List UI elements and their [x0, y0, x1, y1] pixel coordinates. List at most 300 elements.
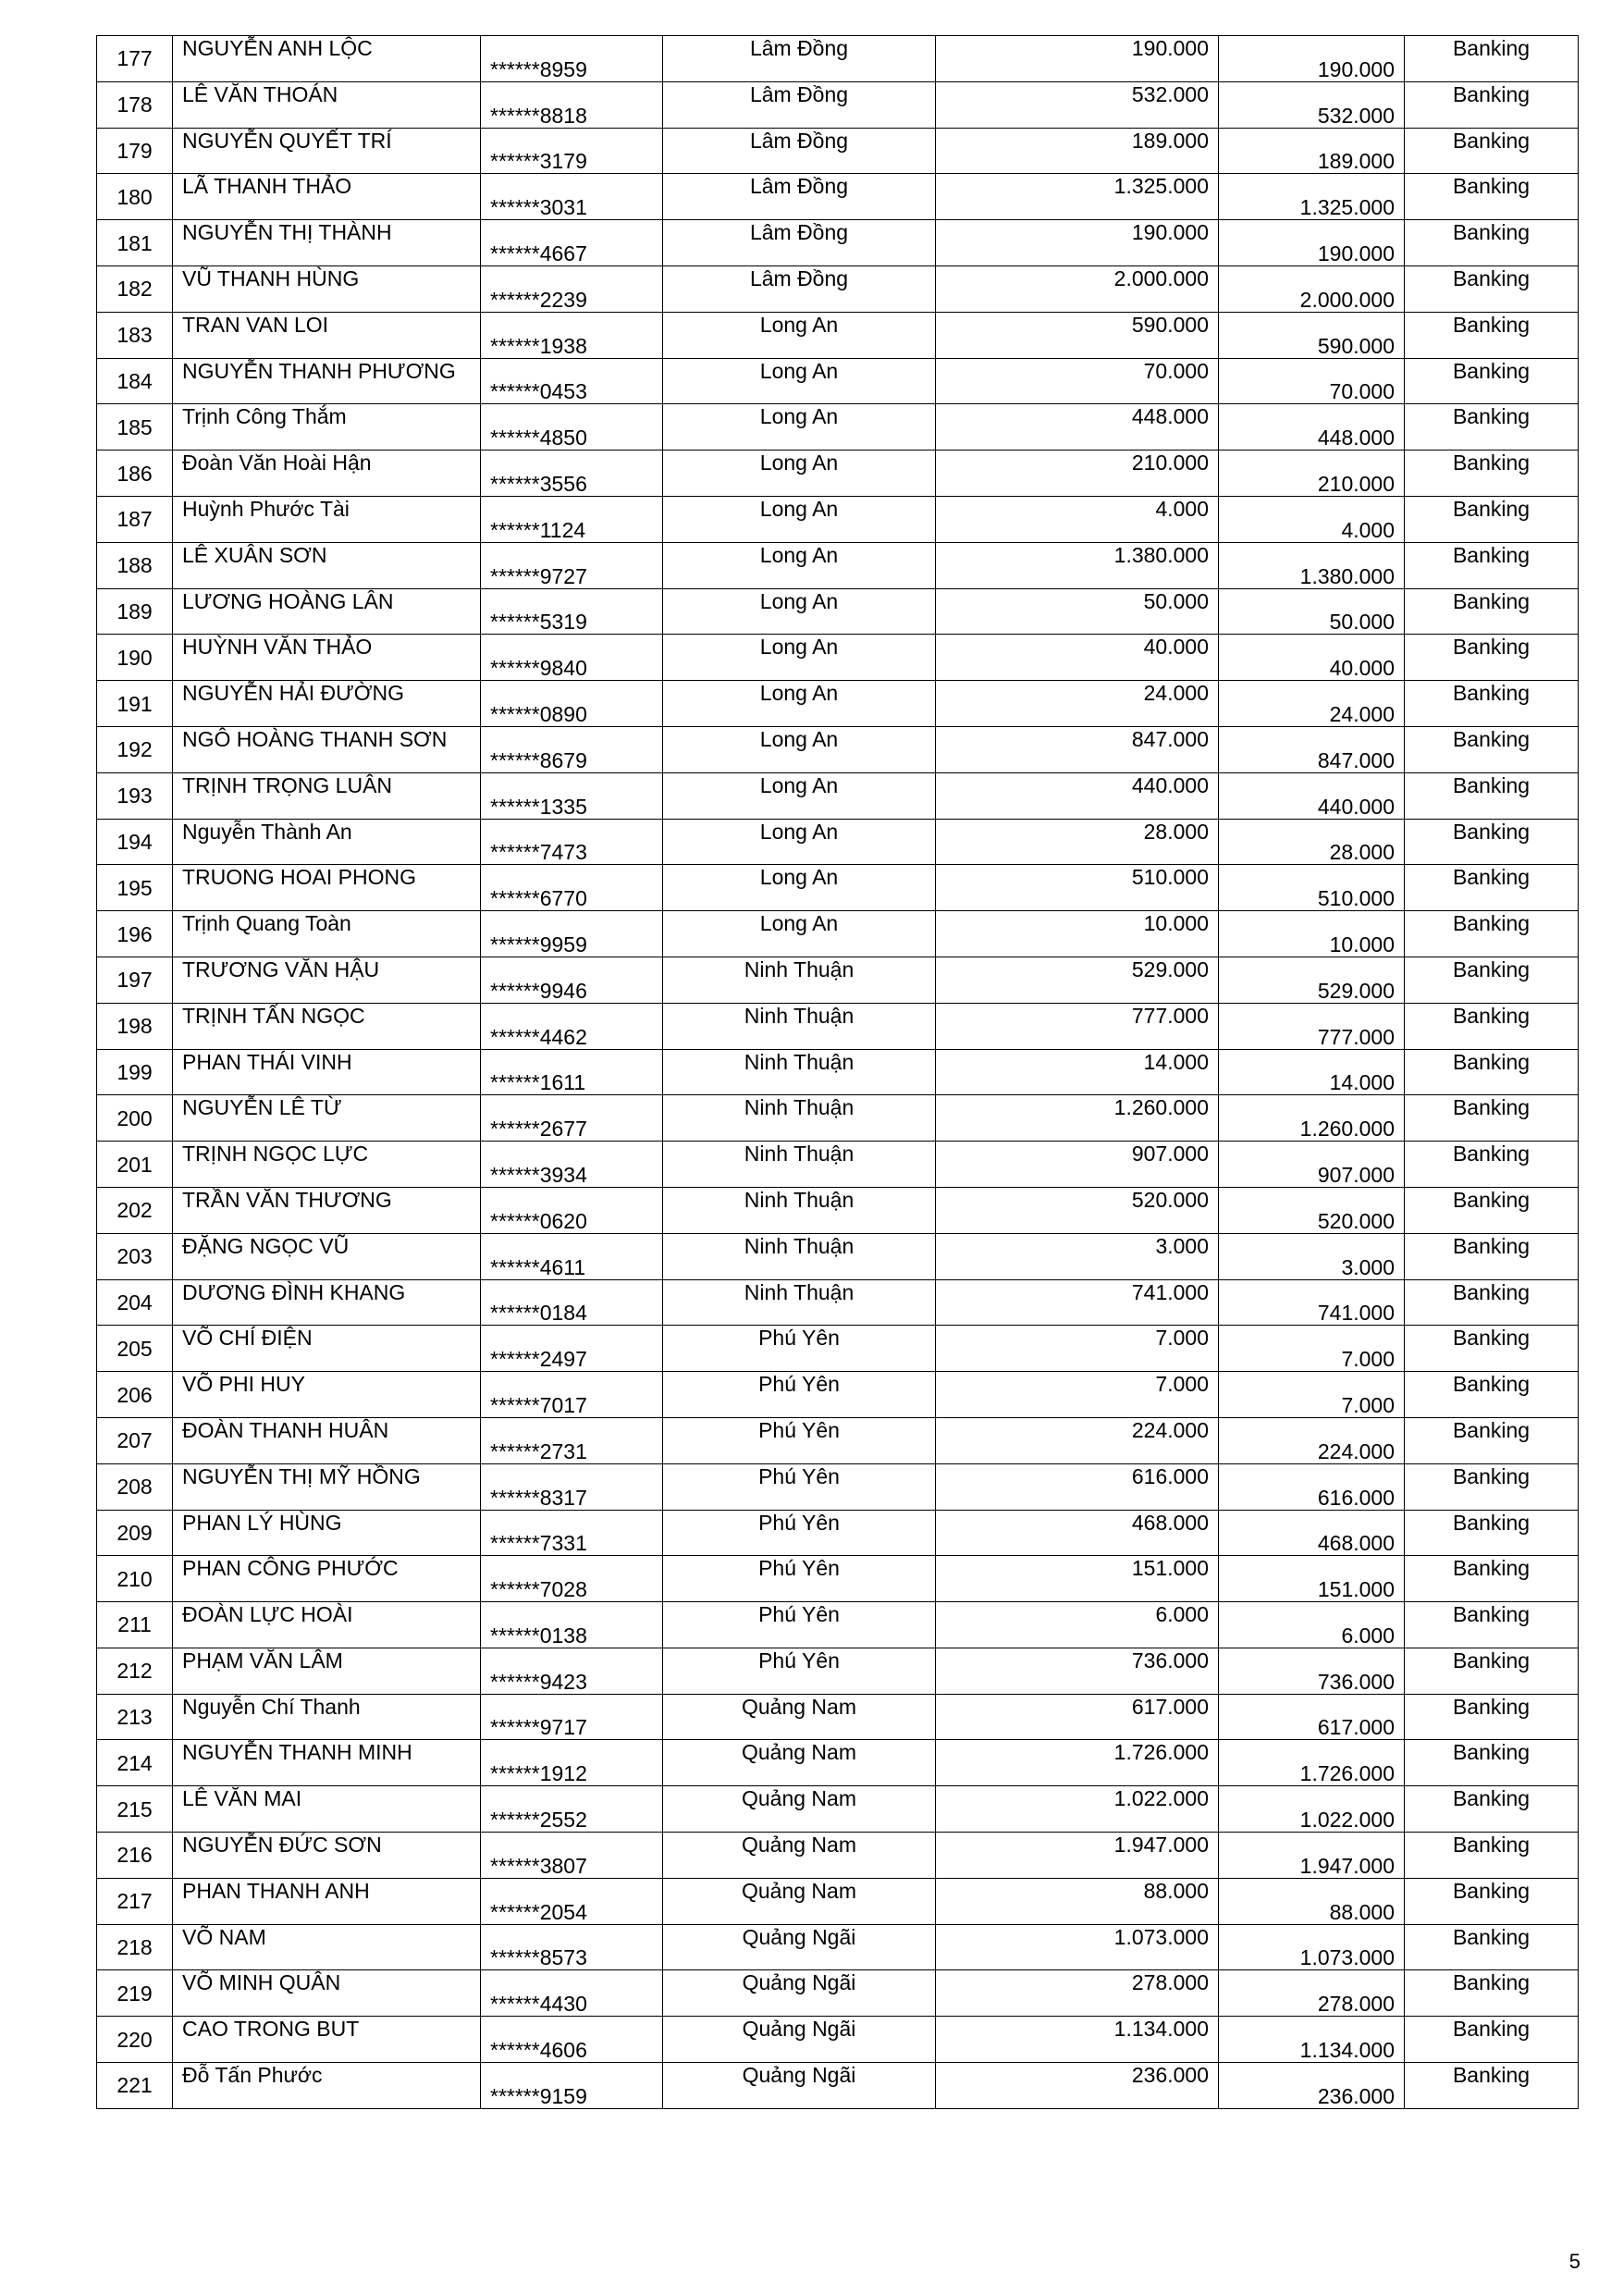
- row-number-cell: 200: [97, 1095, 173, 1142]
- amount-total-cell: 1.022.000: [1219, 1786, 1405, 1833]
- table-row: [97, 36, 1579, 82]
- amount-cell: 616.000: [936, 1463, 1219, 1510]
- amount-cell: 532.000: [936, 81, 1219, 128]
- account-number-cell: ******1335: [481, 772, 663, 819]
- amount-total-cell: 210.000: [1219, 451, 1405, 497]
- amount-cell: 590.000: [936, 312, 1219, 358]
- account-number-cell: ******4430: [481, 1970, 663, 2017]
- payment-method-cell: Banking: [1405, 1372, 1579, 1418]
- row-number-cell: 195: [97, 865, 173, 911]
- row-number-cell: 207: [97, 1417, 173, 1463]
- donor-name-cell: PHẠM VĂN LÂM: [173, 1648, 481, 1694]
- amount-cell: 88.000: [936, 1878, 1219, 1924]
- row-number-cell: 210: [97, 1556, 173, 1602]
- donor-name-cell: TRỊNH NGỌC LỰC: [173, 1142, 481, 1188]
- amount-cell: 236.000: [936, 2063, 1219, 2109]
- province-cell: Ninh Thuận: [663, 957, 936, 1003]
- amount-total-cell: 278.000: [1219, 1970, 1405, 2017]
- row-number-cell: 193: [97, 772, 173, 819]
- account-number-cell: ******0138: [481, 1602, 663, 1648]
- payment-method-cell: Banking: [1405, 1924, 1579, 1970]
- amount-cell: 3.000: [936, 1233, 1219, 1279]
- province-cell: Lâm Đồng: [663, 174, 936, 220]
- payment-method-cell: Banking: [1405, 174, 1579, 220]
- province-cell: Ninh Thuận: [663, 1279, 936, 1326]
- amount-cell: 1.325.000: [936, 174, 1219, 220]
- account-number-cell: ******8959: [481, 36, 663, 82]
- amount-total-cell: 847.000: [1219, 726, 1405, 772]
- account-number-cell: ******7028: [481, 1556, 663, 1602]
- amount-cell: 1.947.000: [936, 1833, 1219, 1879]
- donation-table: [96, 35, 1579, 2109]
- donor-name-cell: ĐẶNG NGỌC VŨ: [173, 1233, 481, 1279]
- donor-name-cell: NGUYỄN HẢI ĐƯỜNG: [173, 681, 481, 727]
- row-number-cell: 213: [97, 1694, 173, 1740]
- account-number-cell: ******2054: [481, 1878, 663, 1924]
- province-cell: Long An: [663, 819, 936, 865]
- table-row: [97, 1003, 1579, 1049]
- amount-total-cell: 2.000.000: [1219, 265, 1405, 312]
- table-row: [97, 542, 1579, 588]
- amount-cell: 6.000: [936, 1602, 1219, 1648]
- row-number-cell: 217: [97, 1878, 173, 1924]
- amount-cell: 529.000: [936, 957, 1219, 1003]
- donor-name-cell: Trịnh Quang Toàn: [173, 911, 481, 957]
- row-number-cell: 203: [97, 1233, 173, 1279]
- amount-total-cell: 50.000: [1219, 588, 1405, 635]
- payment-method-cell: Banking: [1405, 1187, 1579, 1233]
- donor-name-cell: ĐOÀN LỰC HOÀI: [173, 1602, 481, 1648]
- amount-cell: 278.000: [936, 1970, 1219, 2017]
- row-number-cell: 199: [97, 1049, 173, 1095]
- province-cell: Phú Yên: [663, 1556, 936, 1602]
- row-number-cell: 212: [97, 1648, 173, 1694]
- amount-cell: 10.000: [936, 911, 1219, 957]
- province-cell: Long An: [663, 726, 936, 772]
- amount-cell: 520.000: [936, 1187, 1219, 1233]
- payment-method-cell: Banking: [1405, 1556, 1579, 1602]
- table-row: [97, 819, 1579, 865]
- donor-name-cell: VÕ MINH QUÂN: [173, 1970, 481, 2017]
- amount-cell: 736.000: [936, 1648, 1219, 1694]
- account-number-cell: ******2677: [481, 1095, 663, 1142]
- province-cell: Quảng Nam: [663, 1833, 936, 1879]
- amount-cell: 2.000.000: [936, 265, 1219, 312]
- province-cell: Long An: [663, 635, 936, 681]
- payment-method-cell: Banking: [1405, 726, 1579, 772]
- payment-method-cell: Banking: [1405, 2017, 1579, 2063]
- amount-total-cell: 88.000: [1219, 1878, 1405, 1924]
- row-number-cell: 185: [97, 404, 173, 451]
- donor-name-cell: NGUYỄN ANH LỘC: [173, 36, 481, 82]
- table-row: [97, 1694, 1579, 1740]
- table-row: [97, 1602, 1579, 1648]
- amount-cell: 151.000: [936, 1556, 1219, 1602]
- donor-name-cell: DƯƠNG ĐÌNH KHANG: [173, 1279, 481, 1326]
- donor-name-cell: TRẦN VĂN THƯƠNG: [173, 1187, 481, 1233]
- donor-name-cell: ĐOÀN THANH HUÂN: [173, 1417, 481, 1463]
- province-cell: Lâm Đồng: [663, 36, 936, 82]
- account-number-cell: ******3031: [481, 174, 663, 220]
- amount-total-cell: 1.134.000: [1219, 2017, 1405, 2063]
- table-row: [97, 220, 1579, 266]
- amount-cell: 7.000: [936, 1372, 1219, 1418]
- payment-method-cell: Banking: [1405, 265, 1579, 312]
- amount-total-cell: 190.000: [1219, 220, 1405, 266]
- payment-method-cell: Banking: [1405, 81, 1579, 128]
- province-cell: Lâm Đồng: [663, 128, 936, 174]
- amount-cell: 28.000: [936, 819, 1219, 865]
- table-row: [97, 635, 1579, 681]
- donor-name-cell: NGUYỄN THANH PHƯƠNG: [173, 358, 481, 404]
- account-number-cell: ******4606: [481, 2017, 663, 2063]
- table-row: [97, 1833, 1579, 1879]
- amount-total-cell: 40.000: [1219, 635, 1405, 681]
- donor-name-cell: LÊ VĂN THOÁN: [173, 81, 481, 128]
- payment-method-cell: Banking: [1405, 819, 1579, 865]
- amount-cell: 847.000: [936, 726, 1219, 772]
- row-number-cell: 202: [97, 1187, 173, 1233]
- table-row: [97, 911, 1579, 957]
- table-row: [97, 1233, 1579, 1279]
- row-number-cell: 191: [97, 681, 173, 727]
- payment-method-cell: Banking: [1405, 1049, 1579, 1095]
- province-cell: Long An: [663, 911, 936, 957]
- donor-name-cell: TRỊNH TẤN NGỌC: [173, 1003, 481, 1049]
- table-row: [97, 1924, 1579, 1970]
- donor-name-cell: TRAN VAN LOI: [173, 312, 481, 358]
- province-cell: Ninh Thuận: [663, 1003, 936, 1049]
- donor-name-cell: LÊ VĂN MAI: [173, 1786, 481, 1833]
- table-row: [97, 1187, 1579, 1233]
- payment-method-cell: Banking: [1405, 1142, 1579, 1188]
- amount-total-cell: 907.000: [1219, 1142, 1405, 1188]
- payment-method-cell: Banking: [1405, 1095, 1579, 1142]
- table-row: [97, 358, 1579, 404]
- account-number-cell: ******1611: [481, 1049, 663, 1095]
- row-number-cell: 215: [97, 1786, 173, 1833]
- table-row: [97, 128, 1579, 174]
- payment-method-cell: Banking: [1405, 128, 1579, 174]
- row-number-cell: 214: [97, 1740, 173, 1786]
- table-row: [97, 81, 1579, 128]
- province-cell: Phú Yên: [663, 1326, 936, 1372]
- row-number-cell: 209: [97, 1510, 173, 1556]
- payment-method-cell: Banking: [1405, 1326, 1579, 1372]
- amount-total-cell: 741.000: [1219, 1279, 1405, 1326]
- table-row: [97, 1049, 1579, 1095]
- table-row: [97, 1510, 1579, 1556]
- table-row: [97, 496, 1579, 542]
- table-row: [97, 1326, 1579, 1372]
- table-row: [97, 1142, 1579, 1188]
- amount-cell: 440.000: [936, 772, 1219, 819]
- table-row: [97, 1970, 1579, 2017]
- account-number-cell: ******9159: [481, 2063, 663, 2109]
- row-number-cell: 198: [97, 1003, 173, 1049]
- amount-cell: 1.022.000: [936, 1786, 1219, 1833]
- table-row: [97, 681, 1579, 727]
- amount-cell: 1.134.000: [936, 2017, 1219, 2063]
- donor-name-cell: Đỗ Tấn Phước: [173, 2063, 481, 2109]
- amount-total-cell: 151.000: [1219, 1556, 1405, 1602]
- table-row: [97, 404, 1579, 451]
- province-cell: Long An: [663, 451, 936, 497]
- row-number-cell: 192: [97, 726, 173, 772]
- amount-cell: 210.000: [936, 451, 1219, 497]
- province-cell: Phú Yên: [663, 1463, 936, 1510]
- account-number-cell: ******9727: [481, 542, 663, 588]
- amount-total-cell: 4.000: [1219, 496, 1405, 542]
- amount-total-cell: 190.000: [1219, 36, 1405, 82]
- table-row: [97, 1463, 1579, 1510]
- table-body: [97, 36, 1579, 2109]
- payment-method-cell: Banking: [1405, 1740, 1579, 1786]
- province-cell: Ninh Thuận: [663, 1233, 936, 1279]
- province-cell: Quảng Ngãi: [663, 1970, 936, 2017]
- account-number-cell: ******2731: [481, 1417, 663, 1463]
- table-row: [97, 265, 1579, 312]
- account-number-cell: ******4611: [481, 1233, 663, 1279]
- account-number-cell: ******4850: [481, 404, 663, 451]
- row-number-cell: 211: [97, 1602, 173, 1648]
- account-number-cell: ******0453: [481, 358, 663, 404]
- row-number-cell: 179: [97, 128, 173, 174]
- province-cell: Phú Yên: [663, 1648, 936, 1694]
- payment-method-cell: Banking: [1405, 1786, 1579, 1833]
- province-cell: Phú Yên: [663, 1602, 936, 1648]
- table-row: [97, 1095, 1579, 1142]
- donor-name-cell: NGUYỄN ĐỨC SƠN: [173, 1833, 481, 1879]
- account-number-cell: ******1124: [481, 496, 663, 542]
- donor-name-cell: VÕ NAM: [173, 1924, 481, 1970]
- donor-name-cell: Đoàn Văn Hoài Hận: [173, 451, 481, 497]
- amount-total-cell: 468.000: [1219, 1510, 1405, 1556]
- province-cell: Long An: [663, 496, 936, 542]
- amount-total-cell: 532.000: [1219, 81, 1405, 128]
- payment-method-cell: Banking: [1405, 635, 1579, 681]
- amount-total-cell: 616.000: [1219, 1463, 1405, 1510]
- province-cell: Quảng Nam: [663, 1694, 936, 1740]
- account-number-cell: ******2239: [481, 265, 663, 312]
- province-cell: Ninh Thuận: [663, 1142, 936, 1188]
- donor-name-cell: LÃ THANH THẢO: [173, 174, 481, 220]
- payment-method-cell: Banking: [1405, 36, 1579, 82]
- row-number-cell: 220: [97, 2017, 173, 2063]
- payment-method-cell: Banking: [1405, 588, 1579, 635]
- donor-name-cell: NGUYỄN THỊ MỸ HỒNG: [173, 1463, 481, 1510]
- province-cell: Quảng Nam: [663, 1786, 936, 1833]
- amount-cell: 7.000: [936, 1326, 1219, 1372]
- account-number-cell: ******7331: [481, 1510, 663, 1556]
- donor-name-cell: LƯƠNG HOÀNG LÂN: [173, 588, 481, 635]
- account-number-cell: ******2497: [481, 1326, 663, 1372]
- amount-total-cell: 777.000: [1219, 1003, 1405, 1049]
- account-number-cell: ******8317: [481, 1463, 663, 1510]
- row-number-cell: 178: [97, 81, 173, 128]
- table-row: [97, 1372, 1579, 1418]
- account-number-cell: ******9959: [481, 911, 663, 957]
- donor-name-cell: Trịnh Công Thắm: [173, 404, 481, 451]
- amount-total-cell: 617.000: [1219, 1694, 1405, 1740]
- table-row: [97, 451, 1579, 497]
- account-number-cell: ******1912: [481, 1740, 663, 1786]
- amount-total-cell: 6.000: [1219, 1602, 1405, 1648]
- payment-method-cell: Banking: [1405, 1510, 1579, 1556]
- amount-total-cell: 1.073.000: [1219, 1924, 1405, 1970]
- account-number-cell: ******1938: [481, 312, 663, 358]
- row-number-cell: 197: [97, 957, 173, 1003]
- account-number-cell: ******0620: [481, 1187, 663, 1233]
- amount-total-cell: 448.000: [1219, 404, 1405, 451]
- amount-cell: 1.260.000: [936, 1095, 1219, 1142]
- payment-method-cell: Banking: [1405, 957, 1579, 1003]
- page-number: 5: [1568, 2250, 1580, 2273]
- payment-method-cell: Banking: [1405, 220, 1579, 266]
- amount-cell: 190.000: [936, 36, 1219, 82]
- account-number-cell: ******0184: [481, 1279, 663, 1326]
- table-row: [97, 1878, 1579, 1924]
- account-number-cell: ******3179: [481, 128, 663, 174]
- payment-method-cell: Banking: [1405, 1970, 1579, 2017]
- table-row: [97, 312, 1579, 358]
- payment-method-cell: Banking: [1405, 865, 1579, 911]
- amount-cell: 4.000: [936, 496, 1219, 542]
- amount-cell: 1.726.000: [936, 1740, 1219, 1786]
- province-cell: Ninh Thuận: [663, 1095, 936, 1142]
- amount-total-cell: 590.000: [1219, 312, 1405, 358]
- province-cell: Long An: [663, 588, 936, 635]
- amount-total-cell: 224.000: [1219, 1417, 1405, 1463]
- payment-method-cell: Banking: [1405, 312, 1579, 358]
- province-cell: Long An: [663, 312, 936, 358]
- row-number-cell: 188: [97, 542, 173, 588]
- province-cell: Lâm Đồng: [663, 265, 936, 312]
- table-row: [97, 1648, 1579, 1694]
- table-row: [97, 1740, 1579, 1786]
- account-number-cell: ******3934: [481, 1142, 663, 1188]
- table-row: [97, 772, 1579, 819]
- amount-total-cell: 189.000: [1219, 128, 1405, 174]
- donor-name-cell: LÊ XUÂN SƠN: [173, 542, 481, 588]
- amount-cell: 1.380.000: [936, 542, 1219, 588]
- row-number-cell: 181: [97, 220, 173, 266]
- account-number-cell: ******5319: [481, 588, 663, 635]
- amount-total-cell: 7.000: [1219, 1372, 1405, 1418]
- amount-cell: 14.000: [936, 1049, 1219, 1095]
- payment-method-cell: Banking: [1405, 451, 1579, 497]
- table-row: [97, 1417, 1579, 1463]
- amount-cell: 468.000: [936, 1510, 1219, 1556]
- amount-total-cell: 24.000: [1219, 681, 1405, 727]
- amount-cell: 50.000: [936, 588, 1219, 635]
- row-number-cell: 186: [97, 451, 173, 497]
- amount-total-cell: 28.000: [1219, 819, 1405, 865]
- row-number-cell: 221: [97, 2063, 173, 2109]
- row-number-cell: 219: [97, 1970, 173, 2017]
- amount-cell: 741.000: [936, 1279, 1219, 1326]
- row-number-cell: 194: [97, 819, 173, 865]
- payment-method-cell: Banking: [1405, 1279, 1579, 1326]
- payment-method-cell: Banking: [1405, 542, 1579, 588]
- amount-cell: 189.000: [936, 128, 1219, 174]
- province-cell: Lâm Đồng: [663, 220, 936, 266]
- account-number-cell: ******2552: [481, 1786, 663, 1833]
- donor-name-cell: NGUYỄN LÊ TỪ: [173, 1095, 481, 1142]
- payment-method-cell: Banking: [1405, 1602, 1579, 1648]
- province-cell: Long An: [663, 404, 936, 451]
- donor-name-cell: CAO TRONG BUT: [173, 2017, 481, 2063]
- province-cell: Phú Yên: [663, 1417, 936, 1463]
- amount-cell: 777.000: [936, 1003, 1219, 1049]
- table-row: [97, 1786, 1579, 1833]
- account-number-cell: ******9717: [481, 1694, 663, 1740]
- amount-cell: 40.000: [936, 635, 1219, 681]
- amount-cell: 224.000: [936, 1417, 1219, 1463]
- province-cell: Phú Yên: [663, 1510, 936, 1556]
- donor-name-cell: TRUONG HOAI PHONG: [173, 865, 481, 911]
- amount-total-cell: 510.000: [1219, 865, 1405, 911]
- payment-method-cell: Banking: [1405, 1694, 1579, 1740]
- table-row: [97, 2017, 1579, 2063]
- row-number-cell: 190: [97, 635, 173, 681]
- province-cell: Ninh Thuận: [663, 1049, 936, 1095]
- amount-total-cell: 1.260.000: [1219, 1095, 1405, 1142]
- table-row: [97, 1279, 1579, 1326]
- row-number-cell: 208: [97, 1463, 173, 1510]
- amount-total-cell: 529.000: [1219, 957, 1405, 1003]
- province-cell: Lâm Đồng: [663, 81, 936, 128]
- table-row: [97, 865, 1579, 911]
- province-cell: Long An: [663, 542, 936, 588]
- amount-cell: 190.000: [936, 220, 1219, 266]
- account-number-cell: ******6770: [481, 865, 663, 911]
- province-cell: Quảng Ngãi: [663, 2063, 936, 2109]
- row-number-cell: 180: [97, 174, 173, 220]
- donor-name-cell: NGUYỄN QUYẾT TRÍ: [173, 128, 481, 174]
- amount-total-cell: 70.000: [1219, 358, 1405, 404]
- table-row: [97, 588, 1579, 635]
- donor-name-cell: PHAN LÝ HÙNG: [173, 1510, 481, 1556]
- province-cell: Quảng Ngãi: [663, 1924, 936, 1970]
- amount-total-cell: 14.000: [1219, 1049, 1405, 1095]
- row-number-cell: 206: [97, 1372, 173, 1418]
- payment-method-cell: Banking: [1405, 358, 1579, 404]
- donor-name-cell: Huỳnh Phước Tài: [173, 496, 481, 542]
- account-number-cell: ******8573: [481, 1924, 663, 1970]
- donor-name-cell: Nguyễn Thành An: [173, 819, 481, 865]
- payment-method-cell: Banking: [1405, 2063, 1579, 2109]
- row-number-cell: 187: [97, 496, 173, 542]
- amount-total-cell: 236.000: [1219, 2063, 1405, 2109]
- row-number-cell: 196: [97, 911, 173, 957]
- account-number-cell: ******4462: [481, 1003, 663, 1049]
- account-number-cell: ******7017: [481, 1372, 663, 1418]
- account-number-cell: ******4667: [481, 220, 663, 266]
- donor-name-cell: PHAN THÁI VINH: [173, 1049, 481, 1095]
- payment-method-cell: Banking: [1405, 1648, 1579, 1694]
- payment-method-cell: Banking: [1405, 496, 1579, 542]
- amount-cell: 448.000: [936, 404, 1219, 451]
- amount-cell: 70.000: [936, 358, 1219, 404]
- row-number-cell: 204: [97, 1279, 173, 1326]
- amount-cell: 510.000: [936, 865, 1219, 911]
- amount-cell: 24.000: [936, 681, 1219, 727]
- row-number-cell: 184: [97, 358, 173, 404]
- province-cell: Long An: [663, 681, 936, 727]
- account-number-cell: ******8818: [481, 81, 663, 128]
- table-row: [97, 1556, 1579, 1602]
